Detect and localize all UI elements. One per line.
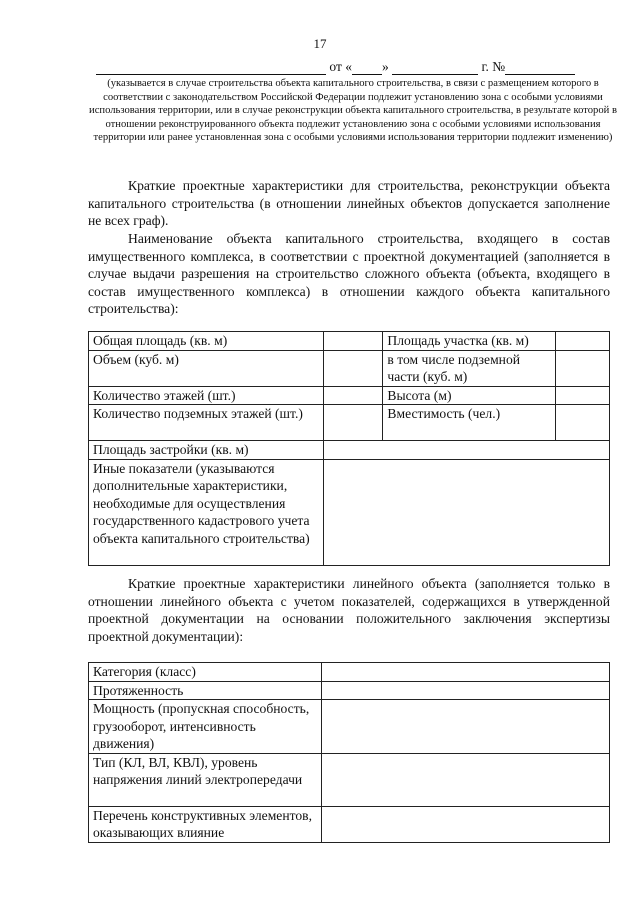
capacity-label: Вместимость (чел.) [383, 405, 556, 441]
table-row [89, 806, 610, 842]
table-object-characteristics [88, 331, 610, 566]
underground-floors-value [323, 405, 383, 441]
total-area-label: Общая площадь (кв. м) [89, 332, 324, 351]
header-note: (указывается в случае строительства объекта капитального строительства, в связи с размещением которого в соответствии с законодательством Российской Федерации подлежит установлению зона с особыми условиями использования территории, или в случае реконструкции объекта капитального строительства, в результате которой в отношении реконструированного объекта подлежит установлению зона с особыми условиями использования территории или ранее установленная зона с особыми условиями использования территории подлежит изменению) [89, 78, 617, 143]
table-row [89, 459, 610, 565]
underground-part-value [556, 350, 610, 386]
paragraph-linear-object: Краткие проектные характеристики линейного объекта (заполняется только в отношении линейного объекта с учетом показателей, содержащихся в утвержденной проектной документации на основании положительного заключения экспертизы проектной документации): [88, 576, 610, 644]
type-voltage-label: Тип (КЛ, ВЛ, КВЛ), уровень напряжения линий электропередачи [89, 753, 322, 806]
underground-floors-label: Количество подземных этажей (шт.) [89, 405, 324, 441]
table-row [89, 386, 610, 405]
total-area-value [323, 332, 383, 351]
power-label: Мощность (пропускная способность, грузооборот, интенсивность движения) [89, 700, 322, 754]
paragraph-object-name: Наименование объекта капитального строительства, входящего в состав имущественного комплекса, в соответствии с проектной документацией (заполняется в случае выдачи разрешения на строительство сложного объекта (объекта, входящего в состав имущественного комплекса) в отношении каждого объекта капитального строительства): [88, 231, 610, 316]
from-label: от « [329, 59, 352, 74]
structural-elements-label: Перечень конструктивных элементов, оказывающих влияние [89, 806, 322, 842]
table-row [89, 441, 610, 460]
table-row [89, 350, 610, 386]
volume-value [323, 350, 383, 386]
permit-blank-line [96, 61, 326, 75]
built-area-value [323, 441, 609, 460]
other-indicators-value [323, 459, 609, 565]
page-number: 17 [313, 36, 327, 51]
month-year-blank [392, 61, 478, 75]
category-value [321, 663, 609, 682]
table-linear-object [88, 662, 610, 843]
underground-part-label: в том числе подземной части (куб. м) [383, 350, 556, 386]
structural-elements-value [321, 806, 609, 842]
height-label: Высота (м) [383, 386, 556, 405]
plot-area-label: Площадь участка (кв. м) [383, 332, 556, 351]
type-voltage-value [321, 753, 609, 806]
capacity-value [556, 405, 610, 441]
power-value [321, 700, 609, 754]
length-value [321, 681, 609, 700]
built-area-label: Площадь застройки (кв. м) [89, 441, 324, 460]
quote-close: » [381, 59, 389, 74]
floors-value [323, 386, 383, 405]
floors-label: Количество этажей (шт.) [89, 386, 324, 405]
length-label: Протяженность [89, 681, 322, 700]
number-blank [505, 61, 575, 75]
permit-header-line [96, 59, 608, 75]
table-row [89, 663, 610, 682]
height-value [556, 386, 610, 405]
paragraph-brief-characteristics: Краткие проектные характеристики для строительства, реконструкции объекта капитального строительства (в отношении линейных объектов допускается заполнение не всех граф). [88, 178, 610, 228]
other-indicators-label: Иные показатели (указываются дополнительные характеристики, необходимые для осуществления государственного кадастрового учета объекта капитального строительства) [89, 459, 324, 565]
category-label: Категория (класс) [89, 663, 322, 682]
table-row [89, 700, 610, 754]
table-row [89, 332, 610, 351]
volume-label: Объем (куб. м) [89, 350, 324, 386]
day-blank [352, 61, 382, 75]
plot-area-value [556, 332, 610, 351]
table-row [89, 405, 610, 441]
table-row [89, 681, 610, 700]
city-number-label: г. № [481, 59, 506, 74]
table-row [89, 753, 610, 806]
